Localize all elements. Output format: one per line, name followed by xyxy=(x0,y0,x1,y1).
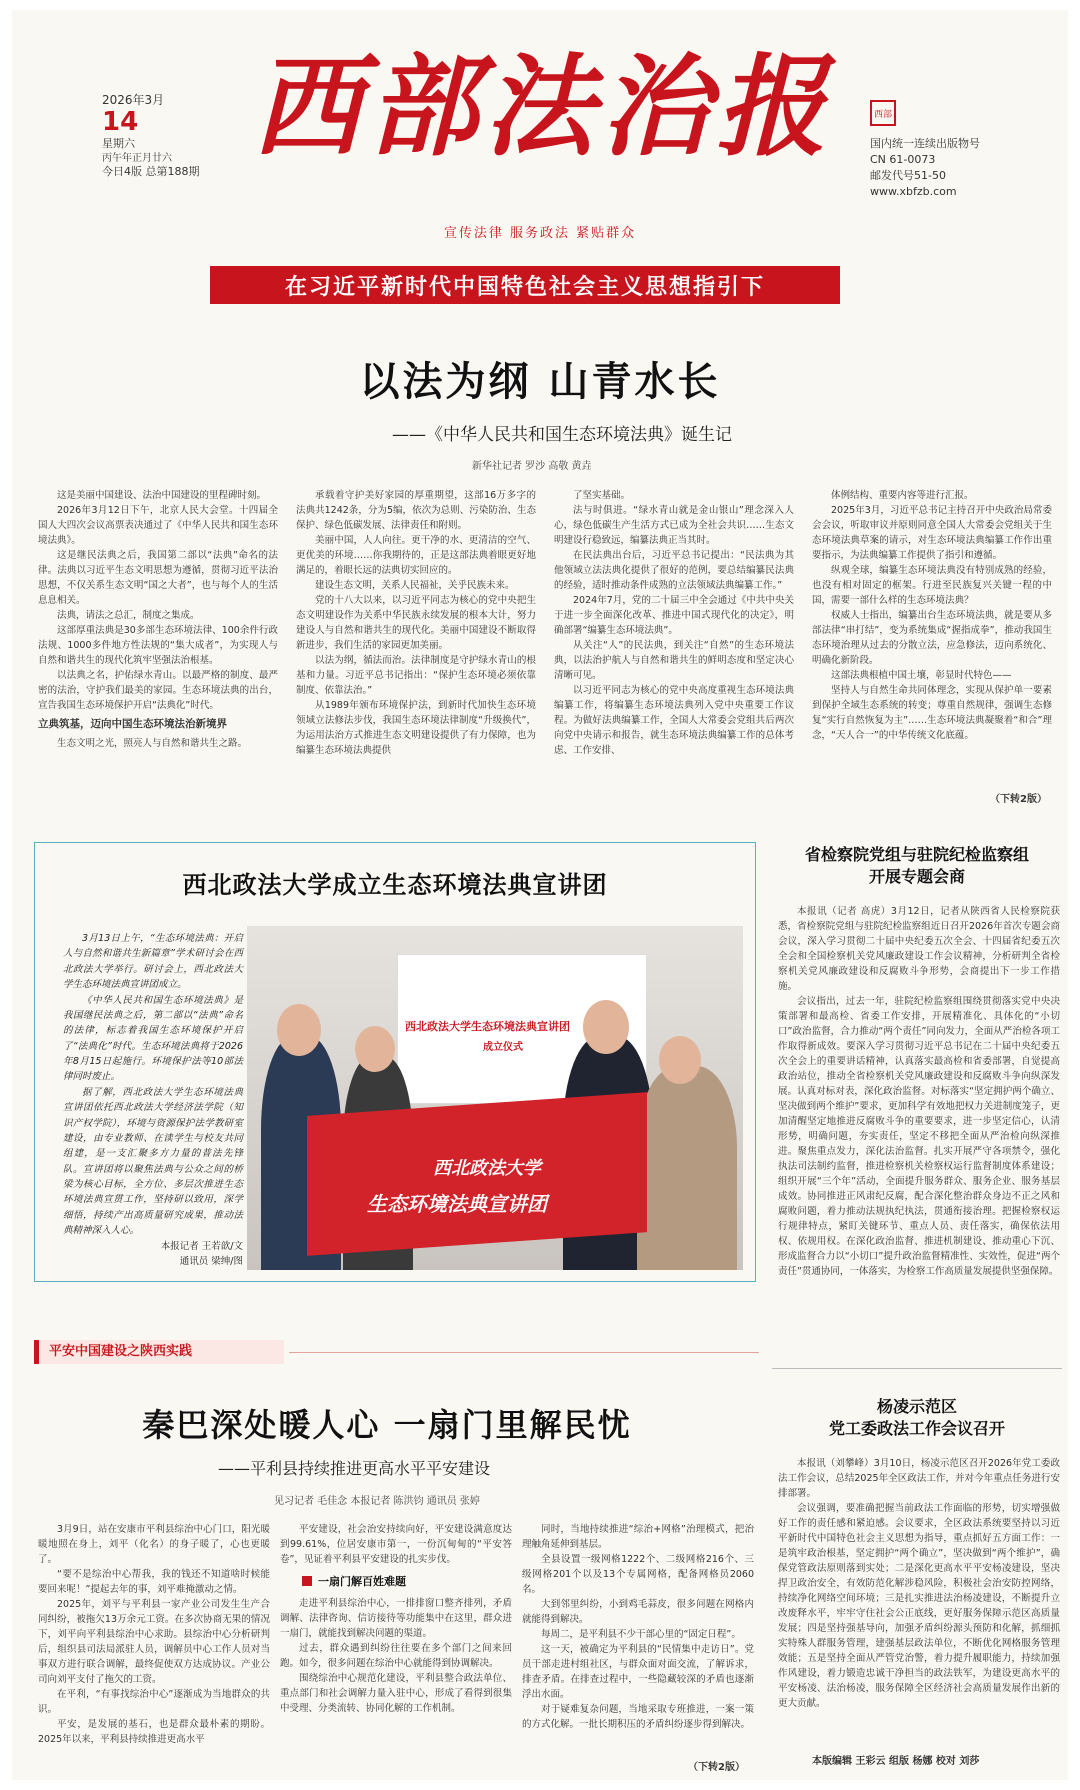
paragraph: 同时，当地持续推进“综治+网格”治理模式，把治理触角延伸到基层。 xyxy=(522,1524,754,1550)
paragraph: 这部法典根植中国土壤，彰显时代特色—— xyxy=(831,670,1012,681)
issue-day: 14 xyxy=(102,107,139,138)
postal-code: 邮发代号51-50 xyxy=(870,168,946,182)
top-banner: 在习近平新时代中国特色社会主义思想指引下 xyxy=(210,266,840,304)
section2-column-1 xyxy=(38,1522,270,1772)
banner-text-1: 西北政法大学 xyxy=(433,1158,541,1179)
box-reporter: 本报记者 王若歆/文 xyxy=(160,1240,243,1252)
paragraph: 在平利，“有事找综治中心”逐渐成为当地群众的共识。 xyxy=(38,1689,270,1715)
paragraph: 在民法典出台后，习近平总书记提出：“民法典为其他领域立法法典化提供了很好的范例，要总结编纂民法典的经验，适时推动条件成熟的立法领域法典编纂工作。” xyxy=(554,550,794,591)
lead-continued: （下转2版） xyxy=(990,794,1047,805)
paragraph: 体例结构、重要内容等进行汇报。 xyxy=(831,490,974,501)
paragraph: 从关注“人”的民法典，到关注“自然”的生态环境法典，以法治护航人与自然和谐共生的鲜明态度和坚定决心清晰可见。 xyxy=(554,640,794,681)
person-head xyxy=(277,1004,321,1056)
paragraph: 这一天，被确定为平利县的“民情集中走访日”。党员干部走进村组社区，与群众面对面交流，了解诉求，排查矛盾。在排查过程中，一些隐藏较深的矛盾也逐渐浮出水面。 xyxy=(522,1644,754,1700)
paragraph: 大到邻里纠纷，小到鸡毛蒜皮，很多问题在网格内就能得到解决。 xyxy=(522,1599,754,1625)
section-tag: 平安中国建设之陕西实践 xyxy=(34,1340,284,1364)
right-story-1-headline xyxy=(772,844,1062,889)
lead-column-2 xyxy=(296,488,536,813)
paragraph: 3月13日上午，“生态环境法典：开启人与自然和谐共生新篇章”学术研讨会在西北政法大学举行。研讨会上，西北政法大学生态环境法典宣讲团成立。 xyxy=(63,933,243,991)
right-story-1-body xyxy=(778,904,1060,1350)
section2-headline: 秦巴深处暖人心 一扇门里解民忧 xyxy=(142,1406,632,1444)
paragraph: 这是继民法典之后，我国第二部以“法典”命名的法律。法典以习近平生态文明思想为遵循，贯彻习近平法治思想，不仅关系生态文明“国之大者”，也与每个人的生活息息相关。 xyxy=(38,550,278,606)
paragraph: 建设生态文明，关系人民福祉，关乎民族未来。 xyxy=(315,580,515,591)
paragraph: 这是美丽中国建设、法治中国建设的里程碑时刻。 xyxy=(57,490,267,501)
section2-column-3 xyxy=(522,1522,754,1754)
lead-column-3 xyxy=(554,488,794,813)
paragraph: 法与时俱进。“绿水青山就是金山银山”理念深入人心，绿色低碳生产生活方式已成为全社会共识……生态文明建设行稳致远，编纂法典正当其时。 xyxy=(554,505,794,546)
serial-label: 国内统一连续出版物号 xyxy=(870,137,980,150)
section2-column-2 xyxy=(280,1522,512,1772)
paragraph: 以习近平同志为核心的党中央高度重视生态环境法典编纂工作，将编纂生态环境法典列入党中央重要工作议程。为做好法典编纂工作，全国人大常委会党组共后两次向党中央请示和报告，就生态环境法典编纂工作的总体考虑、工作安排、 xyxy=(554,685,794,756)
issue-weekday: 星期六 xyxy=(102,136,135,150)
headline-line: 党工委政法工作会议召开 xyxy=(828,1419,1005,1439)
paragraph: 全县设置一级网格1222个、二级网格216个、三级网格201个以及13个专属网格，配备网格员2060名。 xyxy=(522,1554,754,1595)
paragraph: 每周二，是平利县不少干部心里的“固定日程”。 xyxy=(541,1629,741,1640)
paragraph: 美丽中国，人人向往。更干净的水、更清洁的空气、更优美的环境……你我期待的，正是这部法典着眼更好地满足的，着眼长远的法典切实回应的。 xyxy=(296,535,536,576)
paragraph: 承载着守护美好家园的厚重期望，这部16万多字的法典共1242条，分为5编，依次为总则、污染防治、生态保护、绿色低碳发展、法律责任和附则。 xyxy=(296,490,536,531)
paragraph: 对于疑难复杂问题，当地采取专班推进，一案一策的方式化解。一批长期积压的矛盾纠纷逐步得到解决。 xyxy=(522,1704,754,1730)
issue-lunar: 丙午年正月廿六 xyxy=(102,152,172,164)
paragraph: 这部厚重法典是30多部生态环境法律、100余件行政法规、1000多件地方性法规的“集大成者”，为实现人与自然和谐共生的现代化筑牢坚强法治根基。 xyxy=(38,625,278,666)
paragraph: 生态文明之光，照亮人与自然和谐共生之路。 xyxy=(57,737,248,749)
paragraph: 党的十八大以来，以习近平同志为核心的党中央把生态文明建设作为关系中华民族永续发展的根本大计，努力建设人与自然和谐共生的现代化。美丽中国建设不断取得新进步，我们生活的家园更加美丽。 xyxy=(296,595,536,651)
section2-byline: 见习记者 毛佳念 本报记者 陈洪钧 通讯员 张婷 xyxy=(274,1496,480,1507)
website[interactable]: www.xbfzb.com xyxy=(870,184,957,198)
section2-inner-subhead: 一扇门解百姓难题 xyxy=(318,1575,406,1588)
lead-headline: 以法为纲 山青水长 xyxy=(359,359,721,405)
paragraph: 据了解，西北政法大学生态环境法典宣讲团依托西北政法大学经济法学院（知识产权学院），环境与资源保护法学教研室建设，由专业教师、在读学生与校友共同组建，是一支汇聚多方力量的普法先锋队。宣讲团将以聚焦法典与公众之间的桥梁为核心目标，全方位、多层次推进生态环境法典宣贯工作，坚持研以致用，深学细悟，持续产出高质量研究成果，推动法典精神深入人心。 xyxy=(63,1086,243,1237)
paragraph: 坚持人与自然生命共同体理念，实现从保护单一要素到保护全域生态系统的转变；尊重自然规律，强调生态修复“实行自然恢复为主”……生态环境法典凝聚着“和合”理念，“天人合一”的中华传统文化底蕴。 xyxy=(812,685,1052,741)
lead-column-4 xyxy=(812,488,1052,778)
paragraph: 2026年3月12日下午，北京人民大会堂。十四届全国人大四次会议高票表决通过了《中华人民共和国生态环境法典》。 xyxy=(38,505,278,546)
paragraph: 平安建设，社会治安持续向好，平安建设满意度达到99.61%，位居安康市第一，一份沉甸甸的“平安答卷”，见证着平利县平安建设的扎实步伐。 xyxy=(280,1524,512,1565)
headline-line: 杨凌示范区 xyxy=(876,1397,957,1416)
section2-continued: （下转2版） xyxy=(688,1762,745,1773)
right-story-2-body xyxy=(778,1456,1060,1740)
issue-info xyxy=(102,92,242,180)
publication-info xyxy=(870,100,1060,200)
paragraph: 权威人士指出，编纂出台生态环境法典，就是要从多部法律“串打结”，变为系统集成“握指成拳”，推动我国生态环境治理从过去的分散立法，应急修法，迈向系统化、明确化新阶段。 xyxy=(812,610,1052,666)
person-head xyxy=(659,1036,701,1084)
paragraph: 从1989年颁布环境保护法，到新时代加快生态环境领域立法修法步伐，我国生态环境法律制度“升级换代”，为运用法治方式推进生态文明建设提供了有力保障，也为编纂生态环境法典提供 xyxy=(296,700,536,756)
lead-subhead: ——《中华人民共和国生态环境法典》诞生记 xyxy=(392,425,732,445)
paragraph: 平安，是发展的基石，也是群众最朴素的期盼。2025年以来，平利县持续推进更高水平 xyxy=(38,1719,270,1745)
editor-credits: 本版编辑 王彩云 组版 杨娜 校对 刘莎 xyxy=(812,1756,980,1767)
headline-line: 省检察院党组与驻院纪检监察组 xyxy=(804,845,1029,864)
paragraph: 会议强调，要准确把握当前政法工作面临的形势，切实增强做好工作的责任感和紧迫感。会议要求，全区政法系统要坚持以习近平新时代中国特色社会主义思想为指导，重点抓好五方面工作：一是筑牢政治根基，坚定拥护“两个确立”，坚决做到“两个维护”，确保党管政法原则落到实处；二是深化更高水平平安杨凌建设，坚决捍卫政治安全，有效防范化解涉稳风险，积极社会治安防控网络，持续净化网络空间环境；三是扎实推进法治杨凌建设，不断提升立改废释水平，牢牢守住社会公正底线，更好服务保障示范区高质量发展；四是坚持强基导向，加强矛盾纠纷源头预防和化解，抓细抓实特殊人群服务管理，建强基层政法单位，不断优化网格服务管理效能；五是坚持全面从严管党治警，着力提升履职能力，持续加强作风建设，着力锻造忠诚干净担当的政法铁军，为建设更高水平的平安杨凌、法治杨凌，服务保障全区经济社会高质量发展作出新的更大贡献。 xyxy=(778,1503,1060,1709)
paragraph: 了坚实基础。 xyxy=(573,490,631,501)
newspaper-page xyxy=(12,10,1068,1780)
lead-column-1 xyxy=(38,488,278,813)
paragraph: 本报讯（刘攀峰）3月10日，杨凌示范区召开2026年党工委政法工作会议，总结2025年全区政法工作，并对今年重点任务进行安排部署。 xyxy=(778,1458,1060,1499)
paragraph: 3月9日，站在安康市平利县综治中心门口，阳光暖暖地照在身上，刘平（化名）的身子暖了，心也更暖了。 xyxy=(38,1524,270,1565)
square-bullet-icon xyxy=(302,1576,312,1586)
paragraph: 围绕综治中心规范化建设，平利县整合政法单位、重点部门和社会调解力量入驻中心，形成了看得到很集中受理、分类流转、协同化解的工作机制。 xyxy=(280,1673,512,1715)
seal-icon: 西部 xyxy=(870,100,896,126)
paragraph: 2025年，刘平与平利县一家产业公司发生生产合同纠纷，被拖欠13万余元工资。在多次协商无果的情况下，刘平向平利县综治中心求助。县综治中心分析研判后，组织县司法局派驻人员，调解员中心工作人员对当事双方进行联合调解，最终促使双方达成协议。产业公司向刘平支付了拖欠的工资。 xyxy=(38,1599,270,1685)
headline-line: 开展专题会商 xyxy=(868,867,965,887)
issue-pages: 今日4版 总第188期 xyxy=(102,165,200,179)
person-head xyxy=(583,1000,629,1054)
issue-date: 2026年3月 xyxy=(102,93,165,107)
person-figure xyxy=(637,1066,737,1270)
boxed-story xyxy=(34,842,756,1282)
box-text xyxy=(63,931,243,1269)
cn-number: CN 61-0073 xyxy=(870,152,936,166)
divider xyxy=(772,1368,1062,1369)
banner-text-2: 生态环境法典宣讲团 xyxy=(367,1192,547,1216)
box-photographer: 通讯员 梁绅/图 xyxy=(179,1255,243,1267)
paragraph: 法典，请法之总汇，制度之集成。 xyxy=(57,610,200,621)
paragraph: 2025年3月，习近平总书记主持召开中央政治局常委会会议，听取审议并原则同意全国人大常委会党组关于生态环境法典草案的请示，对生态环境法典编纂工作作出重要指示，为法典编纂工作提供了指引和遵循。 xyxy=(812,505,1052,561)
paragraph: 过去，群众遇到纠纷往往要在多个部门之间来回跑。如今，很多问题在综治中心就能得到协调解决。 xyxy=(280,1643,512,1670)
paragraph: 本报讯（记者 高虎）3月12日，记者从陕西省人民检察院获悉，省检察院党组与驻院纪检监察组近日召开2026年首次专题会商会议，深入学习贯彻二十届中央纪委五次全会、十四届省纪委五次全会和全国检察机关党风廉政建设工作会议精神，分析研判全省检察机关党风廉政建设和反腐败斗争形势，会商提出下一步工作措施。 xyxy=(778,906,1060,992)
newspaper-logo: 西部法治报 xyxy=(252,42,832,171)
paragraph: 会议指出，过去一年，驻院纪检监察组围绕贯彻落实党中央决策部署和最高检、省委工作安排，开展精准化、具体化的“小切口”政治监督，合力推动“两个责任”同向发力，全面从严治检各项工作取得新成效。要深入学习贯彻习近平总书记在二十届中央纪委五次全会上的重要讲话精神，认真落实最高检和省委部署，自觉提高政治站位，推动全省检察机关党风廉政建设和反腐败斗争向纵深发展。认真对标对表，深化政治监督。对标落实“坚定拥护两个确立、坚决做到两个维护”要求，更加科学有效地把权力关进制度笼子，更加清醒坚定地推进反腐败斗争的重要要求，进一步坚定信心，认清形势，明确问题，夯实责任，坚定不移把全面从严治检向纵深推进。聚焦重点发力，深化法治监督。扎实开展严守各项禁令，强化执法司法制约监督，推进检察机关检察权运行监督制度体系建设；组织开展“三个年”活动，全面提升服务群众、服务企业、服务基层成效。协同推进正风肃纪反腐，配合深化整治群众身边不正之风和腐败问题，着力推动法规执纪执法，贯通衔接治理。把握检察权运行规律特点，紧盯关键环节、重点人员、责任落实，确保依法用权、依规用权。在深化政治监督、推进机制建设、推动重心下沉、形成监督合力以“小切口”提升政治监督精准性、实效性，促进“两个责任”贯通协同，一体落实，为检察工作高质量发展提供坚强保障。 xyxy=(778,996,1060,1277)
person-head xyxy=(355,1026,395,1072)
section2-subhead-box xyxy=(280,1573,512,1590)
slogan: 宣传法律 服务政法 紧贴群众 xyxy=(443,226,637,241)
paragraph: 以法为纲，循法而治。法律制度是守护绿水青山的根基和力量。习近平总书记指出：“保护生态环境必须依靠制度、依靠法治。” xyxy=(296,655,536,696)
right-story-2-headline xyxy=(772,1396,1062,1441)
photo-board-text-2: 成立仪式 xyxy=(483,1042,523,1053)
paragraph: 以法典之名，护佑绿水青山。以最严格的制度、最严密的法治，守护我们最美的家园。生态环境法典的出台，宣告我国生态环境保护开启“法典化”时代。 xyxy=(38,670,278,711)
paragraph: 走进平利县综治中心，一排排窗口整齐排列，矛盾调解、法律咨询、信访接待等功能集中在这里，群众进一扇门，就能找到解决问题的渠道。 xyxy=(280,1598,512,1640)
box-headline: 西北政法大学成立生态环境法典宣讲团 xyxy=(182,871,608,899)
photo-board-text-1: 西北政法大学生态环境法典宣讲团 xyxy=(405,1020,570,1033)
lead-section-subhead: 立典筑基，迈向中国生态环境法治新境界 xyxy=(38,718,227,730)
news-photo xyxy=(247,926,743,1270)
paragraph: “要不是综治中心帮我，我的钱还不知道啥时候能要回来呢！”提起去年的事，刘平难掩激动之情。 xyxy=(38,1569,270,1595)
paragraph: 《中华人民共和国生态环境法典》是我国继民法典之后，第二部以“法典”命名的法律，标志着我国生态环境保护开启了“法典化”时代。生态环境法典将于2026年8月15日起施行。环境保护法等10部法律同时废止。 xyxy=(63,994,243,1083)
section-tag-rule xyxy=(289,1352,759,1353)
lead-byline: 新华社记者 罗沙 高敬 黄垚 xyxy=(472,461,592,472)
paragraph: 纵观全球，编纂生态环境法典没有特别成熟的经验，也没有相对固定的框架。行进至民族复兴关键一程的中国，需要一部什么样的生态环境法典？ xyxy=(812,565,1052,606)
section2-subhead: ——平利县持续推进更高水平平安建设 xyxy=(218,1459,491,1478)
paragraph: 2024年7月，党的二十届三中全会通过《中共中央关于进一步全面深化改革、推进中国式现代化的决定》，明确部署“编纂生态环境法典”。 xyxy=(554,595,794,636)
